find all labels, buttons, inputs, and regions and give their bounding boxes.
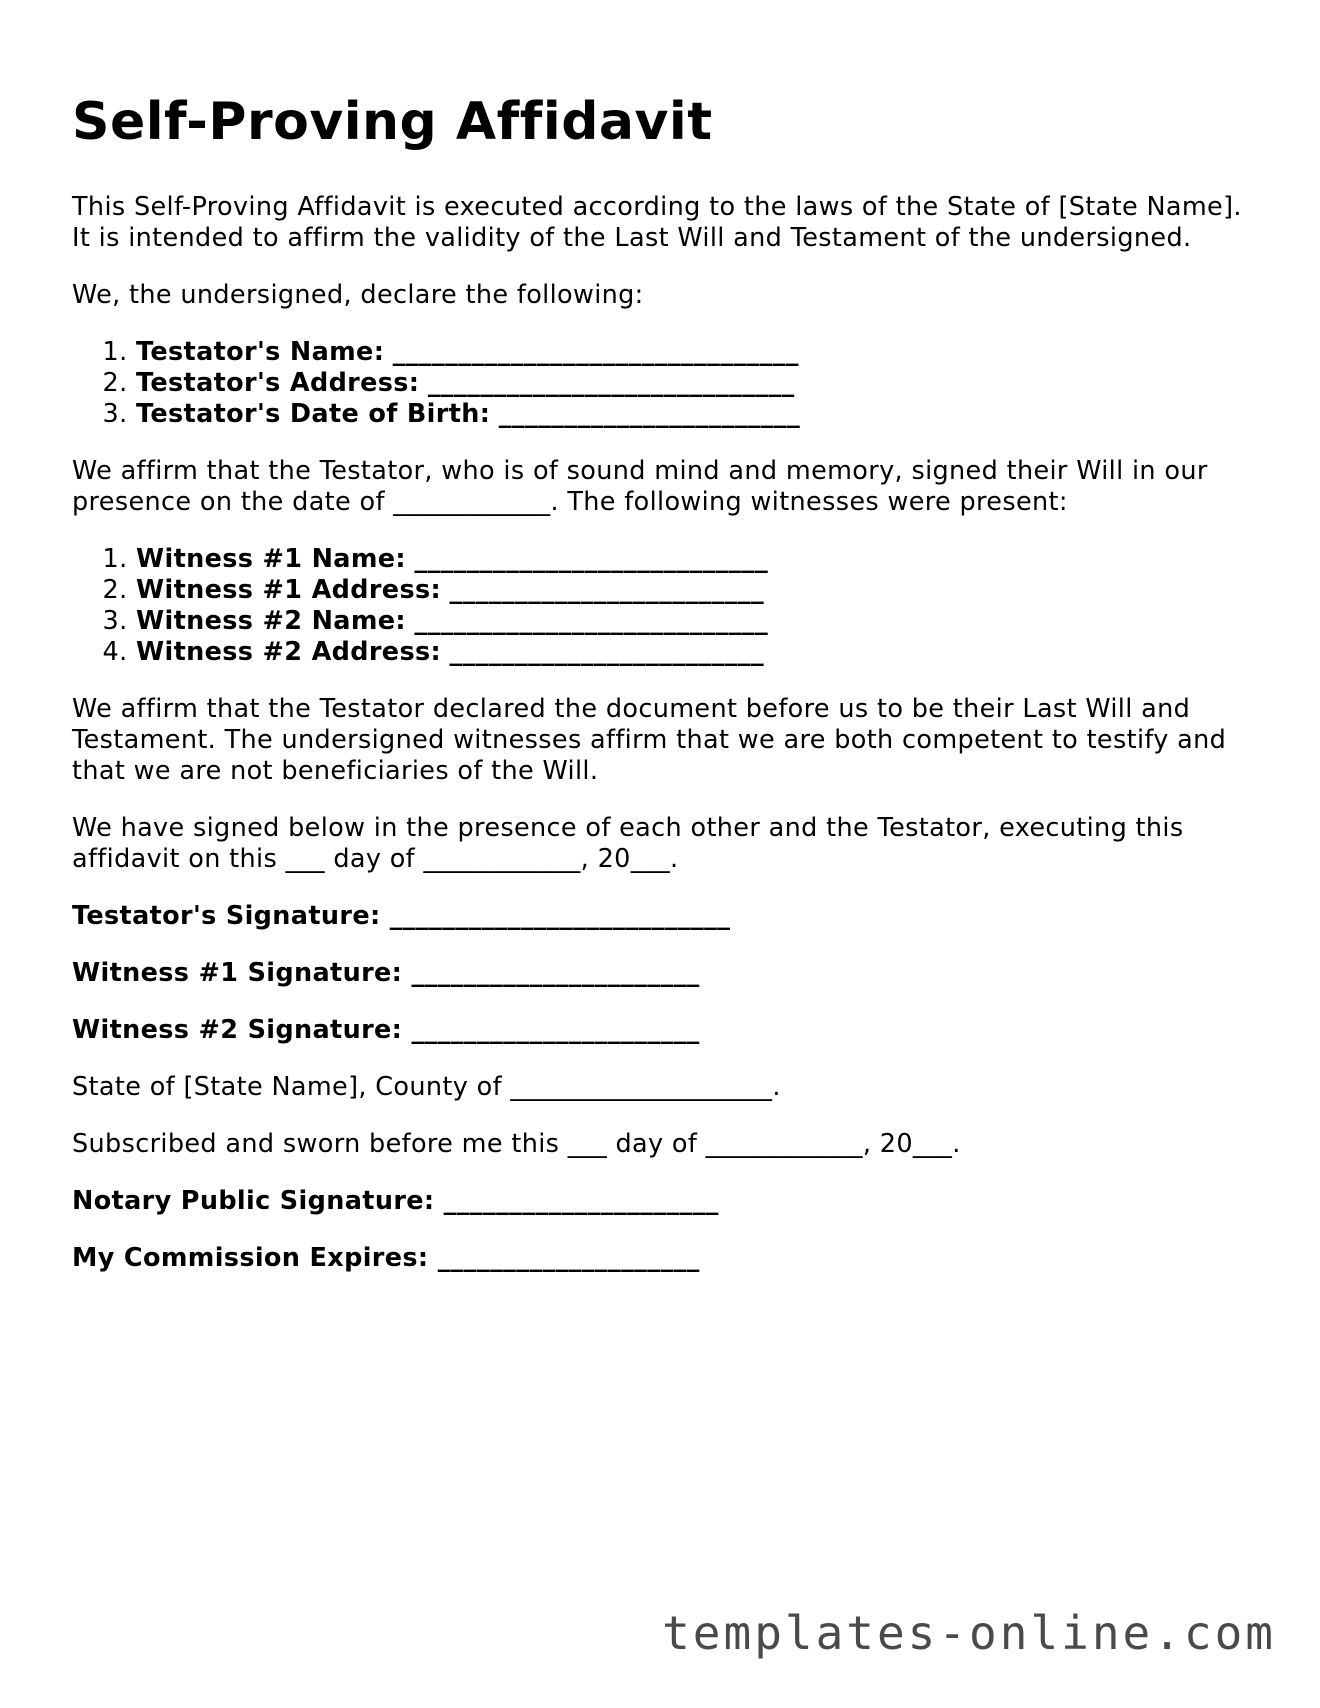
- field-label: Testator's Name:: [136, 337, 385, 367]
- commission-expires-line: [72, 1243, 1252, 1274]
- field-label: Witness #1 Address:: [136, 575, 442, 605]
- blank-line: _____________________: [443, 1186, 719, 1216]
- field-label: My Commission Expires:: [72, 1243, 429, 1273]
- list-item: [136, 606, 1252, 637]
- declare-paragraph: We, the undersigned, declare the following:: [72, 280, 644, 310]
- list-item: [136, 337, 1252, 368]
- field-label: Testator's Signature:: [72, 901, 381, 931]
- blank-line: ________________________: [449, 637, 764, 667]
- field-label: Witness #2 Address:: [136, 637, 442, 667]
- list-item: [136, 544, 1252, 575]
- blank-line: __________________________: [389, 901, 731, 931]
- testator-list: [72, 337, 1252, 430]
- blank-line: ____________________: [437, 1243, 700, 1273]
- field-label: Witness #2 Name:: [136, 606, 406, 636]
- intro-line-1: This Self-Proving Affidavit is executed according to the laws of the State of [State Name].: [72, 192, 1242, 222]
- witness2-signature-line: [72, 1015, 1252, 1046]
- field-label: Witness #1 Name:: [136, 544, 406, 574]
- state-county-line: State of [State Name], County of ____________________.: [72, 1072, 781, 1102]
- intro-paragraph: [72, 192, 1252, 254]
- blank-line: ____________________________: [427, 368, 795, 398]
- witness1-signature-line: [72, 958, 1252, 989]
- blank-line: ______________________: [411, 958, 700, 988]
- field-label: Notary Public Signature:: [72, 1186, 435, 1216]
- page-title: Self-Proving Affidavit: [72, 92, 713, 152]
- blank-line: ___________________________: [414, 544, 769, 574]
- witness-list: [72, 544, 1252, 668]
- list-item: [136, 575, 1252, 606]
- document-page: [72, 92, 1252, 1300]
- field-label: Witness #2 Signature:: [72, 1015, 403, 1045]
- blank-line: ________________________: [449, 575, 764, 605]
- testator-signature-line: [72, 901, 1252, 932]
- list-item: [136, 637, 1252, 668]
- field-label: Witness #1 Signature:: [72, 958, 403, 988]
- notary-signature-line: [72, 1186, 1252, 1217]
- intro-line-2: It is intended to affirm the validity of the Last Will and Testament of the undersigned.: [72, 223, 1192, 253]
- list-item: [136, 399, 1252, 430]
- blank-line: _______________________: [498, 399, 801, 429]
- subscribed-line: Subscribed and sworn before me this ___ day of ____________, 20___.: [72, 1129, 961, 1159]
- blank-line: ___________________________: [414, 606, 769, 636]
- affirm-presence-paragraph: We affirm that the Testator, who is of sound mind and memory, signed their Will in our presence on the date of ____________. The following witnesses were present:: [72, 456, 1208, 517]
- list-item: [136, 368, 1252, 399]
- field-label: Testator's Date of Birth:: [136, 399, 491, 429]
- blank-line: ______________________: [411, 1015, 700, 1045]
- signed-below-paragraph: We have signed below in the presence of each other and the Testator, executing this affidavit on this ___ day of ____________, 20___.: [72, 813, 1184, 874]
- watermark-text: templates-online.com: [662, 1606, 1276, 1660]
- affirm-declared-paragraph: We affirm that the Testator declared the document before us to be their Last Will and Testament. The undersigned witnesses affirm that we are both competent to testify and that we are not beneficiaries of the Will.: [72, 694, 1227, 786]
- blank-line: _______________________________: [392, 337, 799, 367]
- field-label: Testator's Address:: [136, 368, 420, 398]
